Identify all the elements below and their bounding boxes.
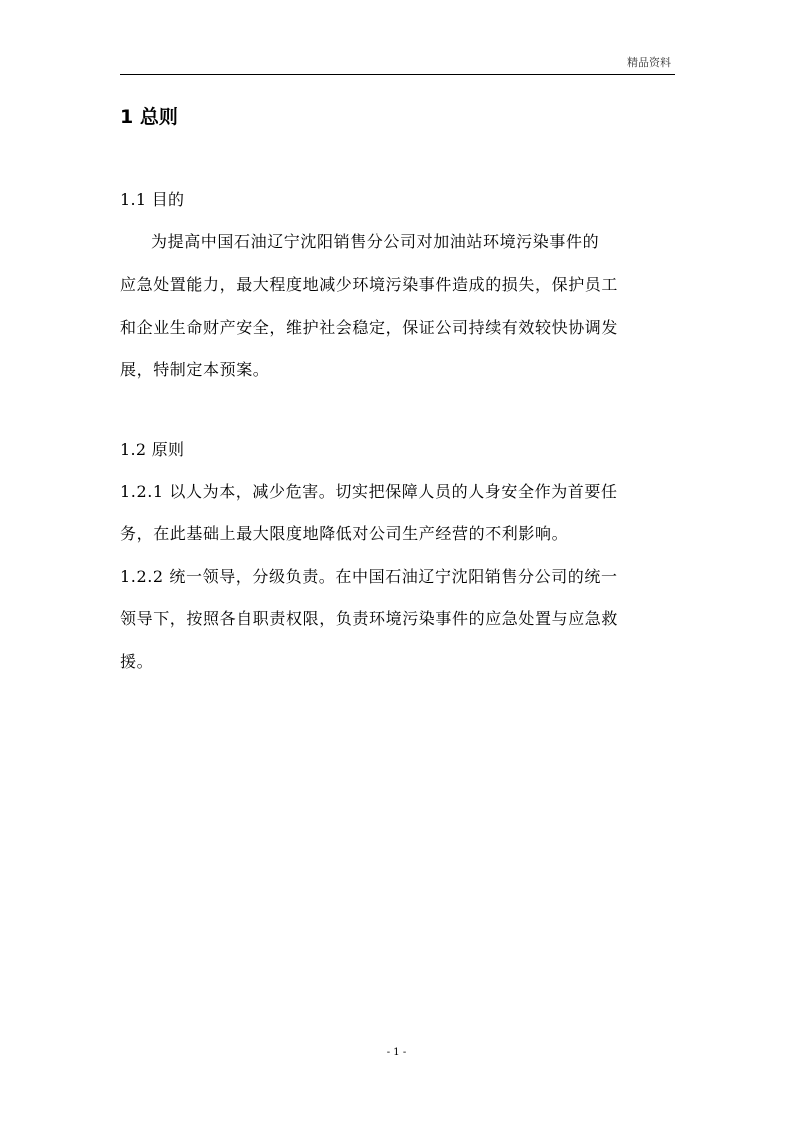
- section-heading-1-1: 1.1 目的: [120, 190, 185, 209]
- list-item-line: 务，在此基础上最大限度地降低对公司生产经营的不利影响。: [120, 524, 569, 543]
- paragraph-line: 为提高中国石油辽宁沈阳销售分公司对加油站环境污染事件的: [151, 232, 600, 251]
- list-item-line: 1.2.2 统一领导，分级负责。在中国石油辽宁沈阳销售分公司的统一: [120, 567, 618, 586]
- header-rule: [120, 74, 675, 75]
- header-label: 精品资料: [627, 56, 671, 69]
- paragraph-line: 展，特制定本预案。: [120, 360, 270, 379]
- page-number: - 1 -: [386, 1047, 407, 1058]
- chapter-title: 1 总则: [120, 106, 178, 128]
- paragraph-line: 和企业生命财产安全，维护社会稳定，保证公司持续有效较快协调发: [120, 318, 619, 337]
- list-item-line: 援。: [120, 652, 154, 671]
- paragraph-line: 应急处置能力，最大程度地减少环境污染事件造成的损失，保护员工: [120, 275, 619, 294]
- section-heading-1-2: 1.2 原则: [120, 440, 185, 459]
- list-item-line: 领导下，按照各自职责权限，负责环境污染事件的应急处置与应急救: [120, 609, 619, 628]
- list-item-line: 1.2.1 以人为本，减少危害。切实把保障人员的人身安全作为首要任: [120, 482, 618, 501]
